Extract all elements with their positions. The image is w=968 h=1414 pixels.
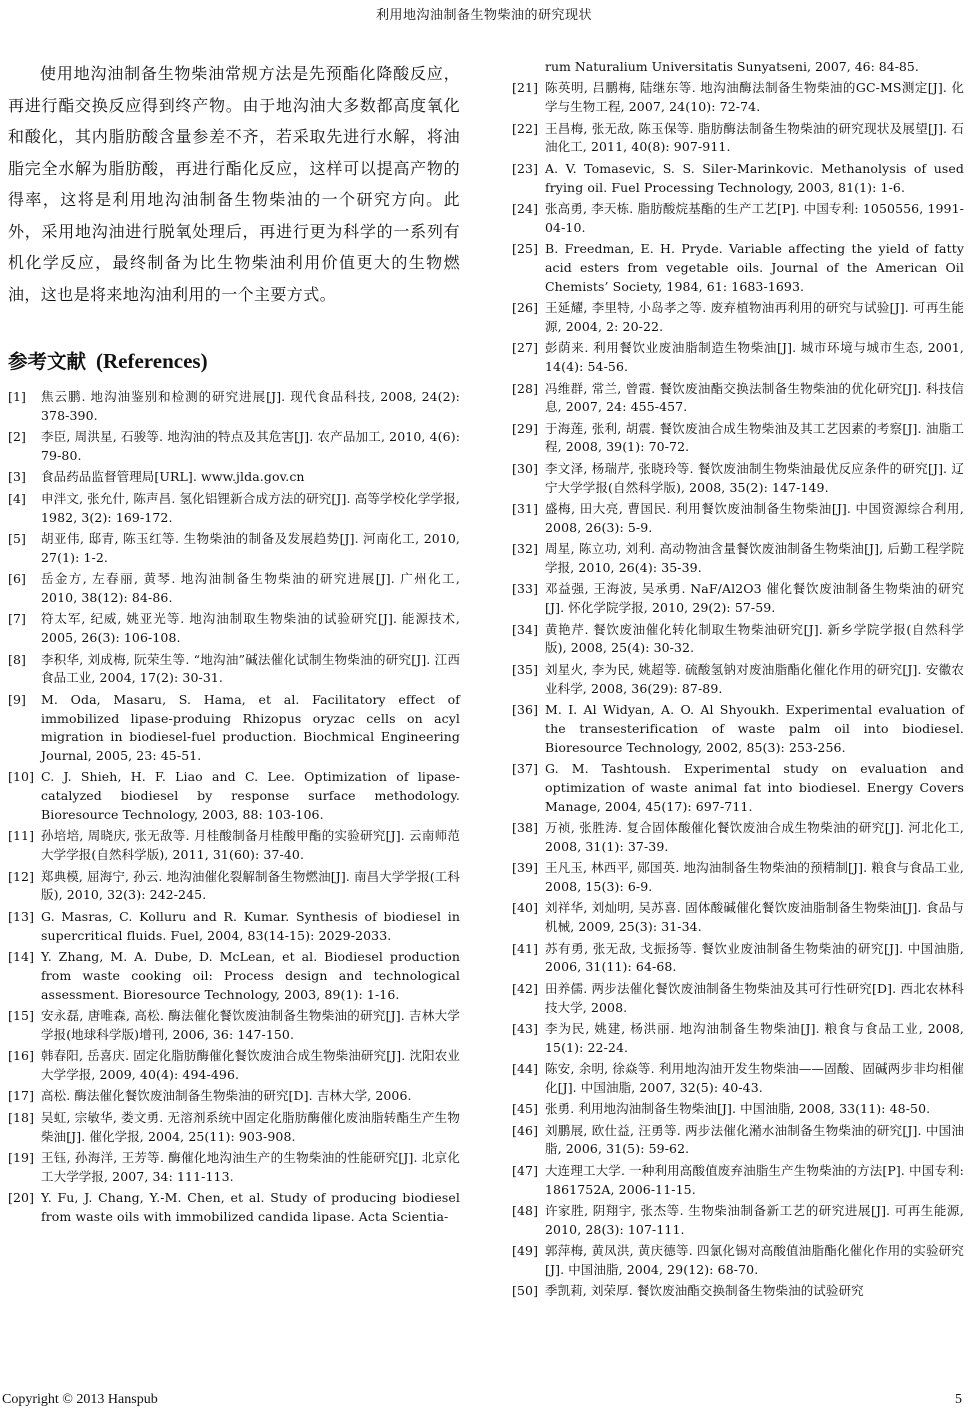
reference-item	[8, 468, 460, 487]
reference-number: [17]	[8, 1088, 35, 1104]
reference-text: 苏有勇, 张无敌, 戈振扬等. 餐饮业废油制备生物柴油的研究[J]. 中国油脂, 2006, 31(11): 64-68.	[545, 940, 964, 975]
reference-item	[8, 908, 460, 946]
reference-number: [33]	[512, 581, 539, 597]
reference-number: [21]	[512, 80, 539, 96]
reference-item	[512, 899, 964, 937]
reference-text: M. I. Al Widyan, A. O. Al Shyoukh. Experimental evaluation of the transesterification of waste palm oil into biodiesel. Bioresource Technology, 2002, 85(3): 253-256.	[545, 702, 964, 755]
reference-text: 黄艳芹. 餐饮废油催化转化制取生物柴油研究[J]. 新乡学院学报(自然科学版), 2008, 25(4): 30-32.	[545, 621, 964, 656]
reference-number: [42]	[512, 980, 539, 996]
reference-item	[8, 948, 460, 1004]
reference-number: [2]	[8, 429, 27, 445]
reference-text: G. M. Tashtoush. Experimental study on evaluation and optimization of waste animal fat into biodiesel. Energy Covers Manage, 2004, 45(17): 697-711.	[545, 760, 964, 814]
left-column	[8, 58, 460, 1229]
reference-item	[512, 1162, 964, 1200]
reference-item	[512, 380, 964, 418]
reference-item	[512, 540, 964, 578]
reference-item	[512, 1100, 964, 1119]
reference-item	[8, 1007, 460, 1045]
reference-number: [16]	[8, 1048, 35, 1064]
reference-item	[512, 701, 964, 757]
reference-number: [18]	[8, 1109, 35, 1125]
reference-text: 李臣, 周洪星, 石骏等. 地沟油的特点及其危害[J]. 农产品加工, 2010, 4(6): 79-80.	[41, 429, 460, 463]
reference-item	[512, 299, 964, 337]
reference-text: 安永磊, 唐唯森, 高松. 酶法催化餐饮废油制备生物柴油的研究[J]. 吉林大学学报(地球科学版)增刊, 2006, 36: 147-150.	[41, 1008, 460, 1042]
reference-text: 周星, 陈立功, 刘利. 高动物油含量餐饮废油制备生物柴油[J], 后勤工程学院学报, 2010, 26(4): 35-39.	[545, 541, 964, 576]
reference-item	[8, 1047, 460, 1085]
reference-item	[512, 240, 964, 296]
reference-text: 季凯莉, 刘荣厚. 餐饮废油酯交换制备生物柴油的试验研究	[545, 1283, 864, 1299]
page-footer	[0, 1392, 968, 1410]
reference-number: [5]	[8, 530, 27, 546]
reference-text: 许家胜, 阴翔宇, 张杰等. 生物柴油制备新工艺的研究进展[J]. 可再生能源, 2010, 28(3): 107-111.	[545, 1203, 964, 1237]
reference-text: C. J. Shieh, H. F. Liao and C. Lee. Optimization of lipase-catalyzed biodiesel by response surface methodology. Bioresource Technology, 2003, 88: 103-106.	[41, 769, 460, 823]
reference-text: 焦云鹏. 地沟油鉴别和检测的研究进展[J]. 现代食品科技, 2008, 24(2): 378-390.	[41, 389, 460, 423]
reference-number: [45]	[512, 1101, 539, 1117]
reference-continuation: rum Naturalium Universitatis Sunyatseni, 2007, 46: 84-85.	[545, 59, 919, 74]
reference-text: 胡亚伟, 邸青, 陈玉红等. 生物柴油的制备及发展趋势[J]. 河南化工, 2010, 27(1): 1-2.	[41, 530, 460, 565]
reference-number: [36]	[512, 702, 539, 717]
reference-text: 郑典模, 屈海宁, 孙云. 地沟油催化裂解制备生物燃油[J]. 南昌大学学报(工科版), 2010, 32(3): 242-245.	[41, 868, 460, 903]
reference-number: [29]	[512, 420, 539, 436]
reference-text: 孙培培, 周晓庆, 张无敌等. 月桂酸制备月桂酸甲酯的实验研究[J]. 云南师范大学学报(自然科学版), 2011, 31(60): 37-40.	[41, 828, 460, 863]
reference-item	[8, 868, 460, 906]
reference-number: [19]	[8, 1149, 35, 1165]
reference-number: [6]	[8, 571, 27, 587]
reference-number: [35]	[512, 661, 539, 677]
reference-number: [31]	[512, 501, 539, 517]
reference-number: [1]	[8, 389, 27, 404]
reference-item	[512, 1020, 964, 1058]
references-heading-en: (References)	[96, 349, 208, 373]
reference-item	[512, 1122, 964, 1160]
reference-item	[512, 460, 964, 498]
reference-number: [44]	[512, 1061, 539, 1077]
reference-number: [25]	[512, 241, 539, 257]
reference-text: 张高勇, 李天栋. 脂肪酸烷基酯的生产工艺[P]. 中国专利: 1050556, 1991-04-10.	[545, 200, 964, 235]
reference-number: [24]	[512, 200, 539, 216]
reference-item	[512, 1282, 964, 1301]
reference-text: 王凡玉, 林西平, 郧国英. 地沟油制备生物柴油的预精制[J]. 粮食与食品工业, 2008, 15(3): 6-9.	[545, 860, 964, 894]
reference-number: [46]	[512, 1122, 539, 1138]
reference-list-right	[512, 79, 964, 1301]
reference-text: 王延耀, 李里特, 小岛孝之等. 废弃植物油再利用的研究与试验[J]. 可再生能源, 2004, 2: 20-22.	[545, 300, 964, 334]
reference-text: 刘鹏展, 欧仕益, 汪勇等. 两步法催化潲水油制备生物柴油的研究[J]. 中国油脂, 2006, 31(5): 59-62.	[545, 1122, 964, 1157]
reference-number: [4]	[8, 490, 27, 506]
reference-text: 陈英明, 吕鹏梅, 陆继东等. 地沟油酶法制备生物柴油的GC-MS测定[J]. 化学与生物工程, 2007, 24(10): 72-74.	[545, 80, 964, 115]
reference-item	[512, 160, 964, 198]
reference-item	[8, 768, 460, 824]
reference-item	[8, 428, 460, 466]
reference-text: 邓益强, 王海波, 吴承勇. NaF/Al2O3 催化餐饮废油制备生物柴油的研究[J]. 怀化学院学报, 2010, 29(2): 57-59.	[545, 581, 964, 616]
reference-number: [48]	[512, 1203, 539, 1219]
reference-item	[8, 691, 460, 766]
reference-item	[8, 1087, 460, 1106]
reference-text: 于海莲, 张利, 胡震. 餐饮废油合成生物柴油及其工艺因素的考察[J]. 油脂工程, 2008, 39(1): 70-72.	[545, 420, 964, 455]
reference-item	[8, 1149, 460, 1187]
reference-text: 盛梅, 田大亮, 曹国民. 利用餐饮废油制备生物柴油[J]. 中国资源综合利用, 2008, 26(3): 5-9.	[545, 501, 964, 535]
reference-text: 李积华, 刘成梅, 阮荣生等. “地沟油”碱法催化试制生物柴油的研究[J]. 江西食品工业, 2004, 17(2): 30-31.	[41, 651, 460, 686]
reference-number: [12]	[8, 868, 35, 884]
reference-item	[512, 1202, 964, 1240]
reference-item	[8, 827, 460, 865]
reference-number: [14]	[8, 949, 35, 965]
reference-number: [15]	[8, 1008, 35, 1024]
reference-item	[8, 1189, 460, 1227]
reference-item	[512, 859, 964, 897]
body-paragraph: 使用地沟油制备生物柴油常规方法是先预酯化降酸反应，再进行酯交换反应得到终产物。由于地沟油大多数都高度氧化和酸化，其内脂肪酸含量参差不齐，若采取先进行水解，将油脂完全水解为脂肪酸，再进行酯化反应，这样可以提高产物的得率，这将是利用地沟油制备生物柴油的一个研究方向。此外，采用地沟油进行脱氧处理后，再进行更为科学的一系列有机化学反应，最终制备为比生物柴油利用价值更大的生物燃油，这也是将来地沟油利用的一个主要方式。	[8, 64, 460, 304]
reference-item	[8, 651, 460, 689]
reference-text: 郭萍梅, 黄凤洪, 黄庆德等. 四氯化锡对高酸值油脂酯化催化作用的实验研究[J]. 中国油脂, 2004, 29(12): 68-70.	[545, 1243, 964, 1278]
reference-text: Y. Zhang, M. A. Dube, D. McLean, et al. Biodiesel production from waste cooking oil: Process design and technological assessment. Bioresource Technology, 2003, 89(1): 1-16.	[41, 949, 460, 1002]
reference-text: 大连理工大学. 一种利用高酸值废弃油脂生产生物柴油的方法[P]. 中国专利: 1861752A, 2006-11-15.	[545, 1162, 964, 1197]
reference-item	[512, 661, 964, 699]
reference-text: 岳金方, 左春丽, 黄琴. 地沟油制备生物柴油的研究进展[J]. 广州化工, 2010, 38(12): 84-86.	[41, 571, 460, 605]
reference-number: [10]	[8, 769, 35, 785]
reference-number: [34]	[512, 621, 539, 637]
reference-item	[8, 570, 460, 608]
reference-text: 李为民, 姚建, 杨洪丽. 地沟油制备生物柴油[J]. 粮食与食品工业, 2008, 15(1): 22-24.	[545, 1020, 964, 1055]
reference-item	[512, 79, 964, 117]
reference-number: [23]	[512, 160, 539, 176]
reference-number: [26]	[512, 300, 539, 316]
reference-item	[512, 1242, 964, 1280]
reference-number: [20]	[8, 1190, 35, 1206]
reference-item	[512, 621, 964, 659]
reference-number: [8]	[8, 651, 27, 667]
reference-number: [13]	[8, 908, 35, 924]
reference-number: [43]	[512, 1020, 539, 1036]
running-header: 利用地沟油制备生物柴油的研究现状	[375, 8, 592, 23]
reference-text: 食品药品监督管理局[URL]. www.jlda.gov.cn	[41, 469, 305, 485]
reference-item	[512, 819, 964, 857]
reference-item	[512, 500, 964, 538]
reference-text: B. Freedman, E. H. Pryde. Variable affecting the yield of fatty acid esters from vegetable oils. Journal of the American Oil Chemists’ Society, 1984, 61: 1683-1693.	[545, 241, 964, 294]
reference-text: 冯维群, 常兰, 曾霞. 餐饮废油酯交换法制备生物柴油的优化研究[J]. 科技信息, 2007, 24: 455-457.	[545, 380, 964, 415]
reference-number: [30]	[512, 460, 539, 476]
reference-item	[512, 200, 964, 238]
reference-item	[8, 388, 460, 426]
reference-number: [49]	[512, 1243, 539, 1259]
reference-number: [28]	[512, 380, 539, 396]
reference-number: [22]	[512, 120, 539, 136]
reference-text: M. Oda, Masaru, S. Hama, et al. Facilitatory effect of immobilized lipase-produing Rhizopus oryzac cells on acyl migration in biodiesel-fuel production. Biochmical Engineering Journal, 2005, 23: 45-51.	[41, 691, 460, 764]
reference-text: 高松. 酶法催化餐饮废油制备生物柴油的研究[D]. 吉林大学, 2006.	[41, 1088, 412, 1104]
reference-text: Y. Fu, J. Chang, Y.-M. Chen, et al. Study of producing biodiesel from waste oils with immobilized candida lipase. Acta Scientia-	[41, 1190, 460, 1224]
reference-number: [9]	[8, 691, 27, 707]
reference-number: [50]	[512, 1283, 539, 1299]
reference-item	[8, 610, 460, 648]
reference-number: [41]	[512, 940, 539, 956]
reference-text: 韩春阳, 岳喜庆. 固定化脂肪酶催化餐饮废油合成生物柴油研究[J]. 沈阳农业大学学报, 2009, 40(4): 494-496.	[41, 1048, 460, 1082]
reference-item	[512, 339, 964, 377]
right-column	[512, 58, 964, 1304]
reference-number: [38]	[512, 819, 539, 835]
reference-text: 符太军, 纪威, 姚亚光等. 地沟油制取生物柴油的试验研究[J]. 能源技术, 2005, 26(3): 106-108.	[41, 611, 460, 646]
reference-item	[512, 120, 964, 158]
reference-item	[512, 420, 964, 458]
reference-text: 彭荫来. 利用餐饮业废油脂制造生物柴油[J]. 城市环境与城市生态, 2001, 14(4): 54-56.	[545, 340, 964, 375]
references-heading-cn: 参考文献	[8, 350, 87, 373]
reference-text: A. V. Tomasevic, S. S. Siler-Marinkovic. Methanolysis of used frying oil. Fuel Processing Technology, 2003, 81(1): 1-6.	[545, 160, 964, 195]
reference-item	[512, 940, 964, 978]
reference-number: [7]	[8, 611, 27, 627]
reference-text: 刘祥华, 刘灿明, 吴苏喜. 固体酸碱催化餐饮废油脂制备生物柴油[J]. 食品与机械, 2009, 25(3): 31-34.	[545, 900, 964, 935]
reference-text: 张勇. 利用地沟油制备生物柴油[J]. 中国油脂, 2008, 33(11): 48-50.	[545, 1101, 931, 1117]
reference-item	[512, 580, 964, 618]
reference-number: [27]	[512, 340, 539, 356]
reference-text: 田养儒. 两步法催化餐饮废油制备生物柴油及其可行性研究[D]. 西北农林科技大学, 2008.	[545, 980, 964, 1015]
reference-number: [3]	[8, 469, 27, 485]
reference-item	[8, 530, 460, 568]
reference-text: 王昌梅, 张无敌, 陈玉保等. 脂肪酶法制备生物柴油的研究现状及展望[J]. 石油化工, 2011, 40(8): 907-911.	[545, 120, 964, 155]
reference-list-left	[8, 388, 460, 1227]
reference-text: 刘星火, 李为民, 姚超等. 硫酸氢钠对废油脂酯化催化作用的研究[J]. 安徽农业科学, 2008, 36(29): 87-89.	[545, 661, 964, 696]
reference-number: [11]	[8, 828, 35, 844]
reference-text: 李文泽, 杨瑞芹, 张晓玲等. 餐饮废油制生物柴油最优反应条件的研究[J]. 辽宁大学学报(自然科学版), 2008, 35(2): 147-149.	[545, 460, 964, 495]
reference-text: 王钰, 孙海洋, 王芳等. 酶催化地沟油生产的生物柴油的性能研究[J]. 北京化工大学学报, 2007, 34: 111-113.	[41, 1149, 460, 1184]
references-heading	[8, 346, 460, 374]
reference-number: [40]	[512, 900, 539, 916]
footer-copyright: Copyright © 2013 Hanspub	[2, 1392, 158, 1407]
reference-item	[8, 1109, 460, 1147]
reference-text: 申泮文, 张允什, 陈声昌. 氢化铝锂新合成方法的研究[J]. 高等学校化学学报, 1982, 3(2): 169-172.	[41, 490, 460, 525]
reference-text: 万祯, 张胜涛. 复合固体酸催化餐饮废油合成生物柴油的研究[J]. 河北化工, 2008, 31(1): 37-39.	[545, 819, 964, 854]
page-number: 5	[955, 1392, 962, 1407]
reference-text: G. Masras, C. Kolluru and R. Kumar. Synthesis of biodiesel in supercritical fluids. Fuel, 2004, 83(14-15): 2029-2033.	[41, 908, 460, 943]
reference-number: [32]	[512, 541, 539, 557]
reference-text: 吴虹, 宗敏华, 娄文勇. 无溶剂系统中固定化脂肪酶催化废油脂转酯生产生物柴油[J]. 催化学报, 2004, 25(11): 903-908.	[41, 1109, 460, 1144]
reference-text: 陈安, 余明, 徐焱等. 利用地沟油开发生物柴油——固酸、固碱两步非均相催化[J]. 中国油脂, 2007, 32(5): 40-43.	[545, 1061, 964, 1095]
reference-number: [47]	[512, 1162, 539, 1178]
reference-number: [37]	[512, 760, 539, 776]
reference-item	[512, 760, 964, 816]
reference-item	[512, 1060, 964, 1098]
reference-item	[8, 490, 460, 528]
reference-number: [39]	[512, 860, 539, 876]
reference-item	[512, 980, 964, 1018]
